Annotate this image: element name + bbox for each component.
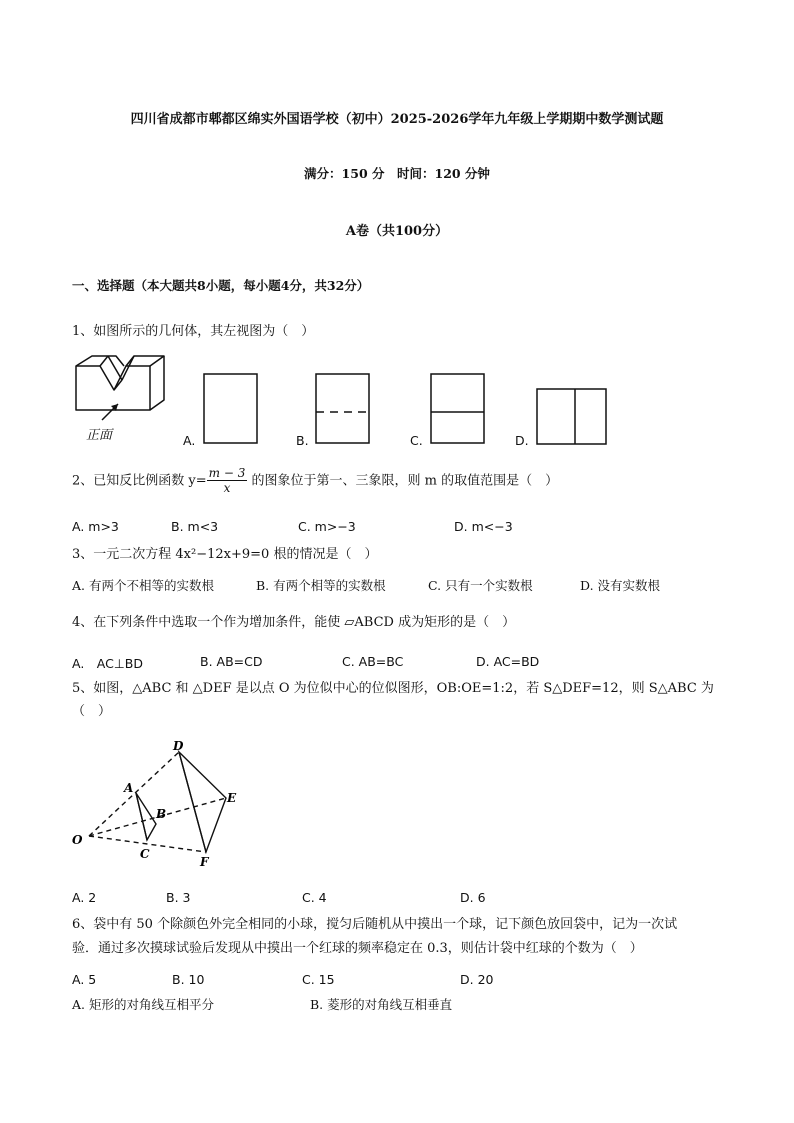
q2-option-a[interactable]: A. m>3: [72, 519, 119, 534]
q4-option-d[interactable]: D. AC=BD: [476, 654, 540, 669]
q1-option-c-figure: [430, 373, 486, 445]
q3-option-d[interactable]: D. 没有实数根: [580, 578, 661, 593]
q2-option-c[interactable]: C. m>−3: [298, 519, 356, 534]
q1-option-d-figure: [536, 388, 608, 446]
q2-option-d[interactable]: D. m<−3: [454, 519, 513, 534]
exam-title: 四川省成都市郫都区绵实外国语学校（初中）2025-2026学年九年级上学期期中数学测试题: [130, 112, 664, 127]
q1-option-b-figure: [315, 373, 371, 445]
q6-option-d[interactable]: D. 20: [460, 972, 494, 987]
q6-text-line1: 6、袋中有 50 个除颜色外完全相同的小球，搅匀后随机从中摸出一个球，记下颜色放回袋中，记为一次试: [72, 917, 678, 932]
q6-option-b[interactable]: B. 10: [172, 972, 205, 987]
q5-option-c[interactable]: C. 4: [302, 890, 327, 905]
q1-option-b[interactable]: B.: [296, 433, 309, 448]
label-f: F: [200, 855, 209, 869]
label-e: E: [227, 791, 237, 805]
q1-option-c[interactable]: C.: [410, 433, 423, 448]
q5-option-d[interactable]: D. 6: [460, 890, 486, 905]
q6-option-a[interactable]: A. 5: [72, 972, 97, 987]
q4-option-a[interactable]: A. AC⊥BD: [72, 656, 143, 671]
q2-fraction-denominator: x: [223, 481, 231, 496]
q2-fraction-numerator: m − 3: [208, 466, 246, 480]
q3-text: 3、一元二次方程 4x²−12x+9=0 根的情况是（ ）: [72, 547, 378, 562]
q5-text-line1: 5、如图，△ABC 和 △DEF 是以点 O 为位似中心的位似图形，OB:OE=1:2，若 S△DEF=12，则 S△ABC 为: [72, 681, 714, 696]
q1-text: 1、如图所示的几何体，其左视图为（ ）: [72, 324, 315, 339]
q4-option-c[interactable]: C. AB=BC: [342, 654, 404, 669]
q6-option-c[interactable]: C. 15: [302, 972, 335, 987]
q4-option-b[interactable]: B. AB=CD: [200, 654, 263, 669]
q1-option-a-figure: [203, 373, 259, 445]
q2-fraction: [207, 466, 248, 496]
q3-option-b[interactable]: B. 有两个相等的实数根: [256, 578, 386, 593]
q7-option-b[interactable]: B. 菱形的对角线互相垂直: [310, 997, 453, 1012]
label-b: B: [156, 807, 167, 821]
section-heading: A卷（共100分）: [345, 224, 449, 239]
label-a: A: [124, 781, 134, 795]
q2-text-after: 的图象位于第一、三象限，则 m 的取值范围是（ ）: [251, 473, 559, 489]
q7-option-a[interactable]: A. 矩形的对角线互相平分: [72, 997, 214, 1012]
part1-heading: 一、选择题（本大题共8小题，每小题4分，共32分）: [72, 278, 370, 293]
q2-text-before: 2、已知反比例函数 y=: [72, 473, 207, 489]
exam-info: 满分：150 分 时间：120 分钟: [304, 166, 490, 181]
q6-text-line2: 验．通过多次摸球试验后发现从中摸出一个红球的频率稳定在 0.3，则估计袋中红球的个数为（ ）: [72, 941, 643, 956]
front-label: 正面: [86, 428, 113, 443]
q5-text-line2: （ ）: [72, 704, 112, 719]
q2-option-b[interactable]: B. m<3: [171, 519, 219, 534]
label-c: C: [140, 847, 150, 861]
label-d: D: [173, 739, 184, 753]
q5-option-a[interactable]: A. 2: [72, 890, 97, 905]
q5-option-b[interactable]: B. 3: [166, 890, 191, 905]
q1-option-a[interactable]: A.: [183, 433, 196, 448]
q3-option-c[interactable]: C. 只有一个实数根: [428, 578, 533, 593]
q2-text: [72, 466, 558, 496]
q4-text: 4、在下列条件中选取一个作为增加条件，能使 ▱ABCD 成为矩形的是（ ）: [72, 615, 516, 630]
q5-similar-triangles-figure: [70, 736, 250, 874]
q3-option-a[interactable]: A. 有两个不相等的实数根: [72, 578, 214, 593]
label-o: O: [72, 833, 83, 847]
q1-option-d[interactable]: D.: [515, 433, 529, 448]
